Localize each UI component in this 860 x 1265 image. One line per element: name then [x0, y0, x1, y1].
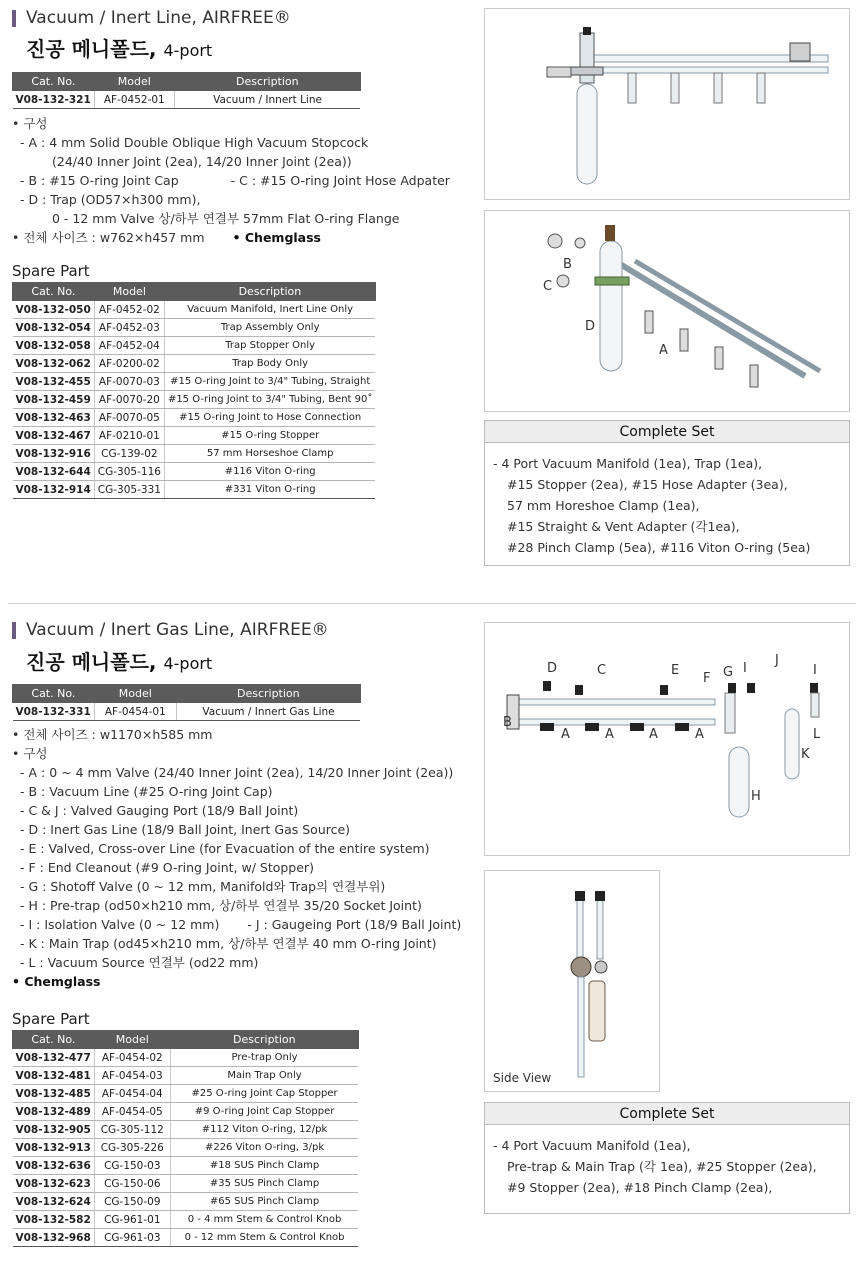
cell-cat-no: V08-132-058	[13, 337, 95, 355]
manifold-drawing-1	[485, 9, 851, 201]
table-row	[13, 373, 376, 391]
main-trap	[785, 709, 799, 779]
spec-item-c: - C : #15 O-ring Joint Hose Adpater	[230, 173, 450, 188]
table-row	[13, 703, 361, 721]
table-row	[13, 409, 376, 427]
cell-cat-no: V08-132-477	[13, 1049, 95, 1067]
cell-description: Pre-trap Only	[170, 1049, 358, 1067]
section2-spare-table	[12, 1030, 359, 1247]
cell-cat-no: V08-132-636	[13, 1157, 95, 1175]
cell-description: #65 SUS Pinch Clamp	[170, 1193, 358, 1211]
valve-knob	[575, 685, 583, 695]
cell-cat-no: V08-132-054	[13, 319, 95, 337]
spec-line	[12, 228, 450, 247]
spec-line: (24/40 Inner Joint (2ea), 14/20 Inner Joint (2ea))	[52, 154, 352, 169]
col-description: Description	[176, 685, 360, 703]
cell-model: CG-150-09	[94, 1193, 170, 1211]
cell-model: CG-305-331	[94, 481, 164, 499]
label-g: G	[723, 665, 734, 680]
table-row	[13, 301, 376, 319]
trap-body	[589, 981, 605, 1041]
gas-line-diagram	[484, 622, 850, 856]
cell-description: 0 - 12 mm Stem & Control Knob	[170, 1229, 358, 1247]
cell-cat-no: V08-132-623	[13, 1175, 95, 1193]
label-a: A	[561, 727, 570, 742]
table-row	[13, 1067, 359, 1085]
table-row	[13, 481, 376, 499]
section1-title-ko	[26, 33, 212, 62]
cell-description: 57 mm Horseshoe Clamp	[164, 445, 375, 463]
spec-line: - A : 4 mm Solid Double Oblique High Vacuum Stopcock	[20, 135, 369, 150]
section2-title-ko-text: 진공 메니폴드,	[26, 650, 157, 674]
cell-model: CG-150-06	[94, 1175, 170, 1193]
cell-description: #116 Viton O-ring	[164, 463, 375, 481]
cell-model: AF-0200-02	[94, 355, 164, 373]
section1-spec-list	[12, 114, 450, 247]
cell-model: AF-0210-01	[94, 427, 164, 445]
cell-model: CG-305-226	[94, 1139, 170, 1157]
cell-description: Trap Stopper Only	[164, 337, 375, 355]
stopcock	[595, 961, 607, 973]
spec-line: - K : Main Trap (od45×h210 mm, 상/하부 연결부 40 mm O-ring Joint)	[20, 936, 437, 951]
table-row	[13, 391, 376, 409]
cell-cat-no: V08-132-905	[13, 1121, 95, 1139]
cell-description: #35 SUS Pinch Clamp	[170, 1175, 358, 1193]
table-row	[13, 1175, 359, 1193]
manifold-tube	[615, 261, 805, 376]
cell-cat-no: V08-132-331	[13, 703, 95, 721]
section2-spare-title: Spare Part	[12, 1010, 90, 1028]
cell-model: AF-0070-05	[94, 409, 164, 427]
col-model: Model	[94, 685, 176, 703]
complete-set-line: #9 Stopper (2ea), #18 Pinch Clamp (2ea),	[507, 1180, 773, 1195]
cell-description: #15 O-ring Joint to Hose Connection	[164, 409, 375, 427]
cell-cat-no: V08-132-644	[13, 463, 95, 481]
spec-line: - G : Shotoff Valve (0 ~ 12 mm, Manifold와 Trap의 연결부위)	[20, 879, 386, 894]
cell-description: #226 Viton O-ring, 3/pk	[170, 1139, 358, 1157]
complete-set-title: Complete Set	[485, 1103, 849, 1125]
spec-line: - E : Valved, Cross-over Line (for Evacuation of the entire system)	[20, 841, 430, 856]
label-i: I	[813, 663, 817, 678]
label-b: B	[503, 715, 512, 730]
label-a: A	[649, 727, 658, 742]
cell-model: CG-961-01	[94, 1211, 170, 1229]
cell-description: Vacuum / Innert Line	[174, 91, 360, 109]
overall-size: • 전체 사이즈 : w762×h457 mm	[12, 230, 205, 245]
trap-clamp	[571, 67, 603, 75]
title-accent-bar	[12, 622, 16, 639]
complete-set-line: 57 mm Horeshoe Clamp (1ea),	[507, 498, 700, 513]
cell-cat-no: V08-132-485	[13, 1085, 95, 1103]
spec-line: • 구성	[12, 746, 48, 761]
complete-set-line: #15 Straight & Vent Adapter (각1ea),	[507, 519, 740, 534]
label-d: D	[547, 661, 558, 676]
stopcock	[715, 347, 723, 369]
valve-knob	[660, 685, 668, 695]
table-row	[13, 1193, 359, 1211]
cell-description: Trap Body Only	[164, 355, 375, 373]
table-row	[13, 91, 361, 109]
spec-line	[12, 171, 450, 190]
col-cat-no: Cat. No.	[13, 283, 95, 301]
cell-model: AF-0452-02	[94, 301, 164, 319]
valve-knob	[585, 723, 599, 731]
cell-cat-no: V08-132-062	[13, 355, 95, 373]
hose-adapter	[557, 275, 569, 287]
cell-cat-no: V08-132-582	[13, 1211, 95, 1229]
cell-model: CG-150-03	[94, 1157, 170, 1175]
cell-model: AF-0070-03	[94, 373, 164, 391]
manifold-tube	[580, 67, 828, 73]
spec-line: - C & J : Valved Gauging Port (18/9 Ball Joint)	[20, 803, 299, 818]
cell-model: CG-305-116	[94, 463, 164, 481]
cell-description: Vacuum / Innert Gas Line	[176, 703, 360, 721]
manifold-tube	[597, 899, 603, 959]
table-row	[13, 1139, 359, 1157]
section2-port-count: 4-port	[163, 654, 213, 673]
spec-line: • 구성	[12, 116, 48, 131]
spec-line: - A : 0 ~ 4 mm Valve (24/40 Inner Joint (2ea), 14/20 Inner Joint (2ea))	[20, 765, 454, 780]
section1-title	[12, 8, 291, 28]
title-accent-bar	[12, 10, 16, 27]
section1-title-en: Vacuum / Inert Line, AIRFREE®	[26, 8, 291, 28]
stopcock-knob	[571, 957, 591, 977]
complete-set-title: Complete Set	[485, 421, 849, 443]
cell-cat-no: V08-132-489	[13, 1103, 95, 1121]
cell-description: #25 O-ring Joint Cap Stopper	[170, 1085, 358, 1103]
label-a: A	[605, 727, 614, 742]
overall-size: • 전체 사이즈 : w1170×h585 mm	[12, 727, 213, 742]
section2-product-table	[12, 684, 361, 721]
table-row	[13, 337, 376, 355]
label-c: C	[543, 279, 553, 294]
cell-model: AF-0454-05	[94, 1103, 170, 1121]
valve-knob	[630, 723, 644, 731]
table-row	[13, 445, 376, 463]
complete-set-box-1	[484, 420, 850, 566]
manifold-drawing-2	[485, 211, 851, 413]
spec-line: - F : End Cleanout (#9 O-ring Joint, w/ Stopper)	[20, 860, 314, 875]
table-row	[13, 1211, 359, 1229]
stopcock	[750, 365, 758, 387]
section1-title-ko-text: 진공 메니폴드,	[26, 37, 157, 61]
side-view-label: Side View	[493, 1071, 552, 1085]
trap-stopper	[605, 225, 615, 241]
valve-knob	[728, 683, 736, 693]
complete-set-line: #28 Pinch Clamp (5ea), #116 Viton O-ring (5ea)	[507, 540, 811, 555]
label-i: I	[743, 661, 747, 676]
cell-description: #15 O-ring Stopper	[164, 427, 375, 445]
section1-product-table	[12, 72, 361, 109]
complete-set-line: #15 Stopper (2ea), #15 Hose Adapter (3ea),	[507, 477, 788, 492]
label-j: J	[775, 653, 779, 668]
spec-line: - B : Vacuum Line (#25 O-ring Joint Cap)	[20, 784, 273, 799]
cell-cat-no: V08-132-914	[13, 481, 95, 499]
stopcock	[645, 311, 653, 333]
brand-chemglass: • Chemglass	[12, 974, 101, 989]
col-model: Model	[94, 1031, 170, 1049]
label-h: H	[751, 789, 761, 804]
table-row	[13, 1049, 359, 1067]
shutoff-valve	[725, 693, 735, 733]
valve-knob	[540, 723, 554, 731]
section2-spec-list	[12, 725, 461, 991]
cell-cat-no: V08-132-455	[13, 373, 95, 391]
trap-clamp	[595, 277, 629, 285]
cell-model: AF-0452-01	[94, 91, 174, 109]
col-model: Model	[94, 283, 164, 301]
cell-cat-no: V08-132-916	[13, 445, 95, 463]
label-a: A	[659, 343, 668, 358]
table-row	[13, 355, 376, 373]
section-vacuum-inert-gas-line	[0, 612, 860, 1265]
section2-title-en: Vacuum / Inert Gas Line, AIRFREE®	[26, 620, 329, 640]
table-row	[13, 1157, 359, 1175]
trap-stopper	[583, 27, 591, 35]
stopcock	[628, 73, 636, 103]
cell-description: Main Trap Only	[170, 1067, 358, 1085]
isolation-valve	[811, 693, 819, 717]
manifold-photo-1	[484, 8, 850, 200]
manifold-labelled-diagram	[484, 210, 850, 412]
valve-knob	[595, 891, 605, 901]
cell-cat-no: V08-132-463	[13, 409, 95, 427]
cell-model: AF-0454-04	[94, 1085, 170, 1103]
cell-cat-no: V08-132-624	[13, 1193, 95, 1211]
manifold-tube	[577, 899, 583, 959]
spec-item-j: - J : Gaugeing Port (18/9 Ball Joint)	[247, 917, 462, 932]
complete-set-list	[485, 443, 849, 558]
stopcock	[714, 73, 722, 103]
table-row	[13, 1085, 359, 1103]
trap-body	[577, 84, 597, 184]
complete-set-line: - 4 Port Vacuum Manifold (1ea), Trap (1ea),	[493, 456, 763, 471]
spec-line: - D : Trap (OD57×h300 mm),	[20, 192, 201, 207]
valve-knob	[810, 683, 818, 693]
label-d: D	[585, 319, 596, 334]
valve-knob	[675, 723, 689, 731]
label-f: F	[703, 671, 711, 686]
cell-description: #112 Viton O-ring, 12/pk	[170, 1121, 358, 1139]
section-divider	[8, 603, 856, 604]
complete-set-list	[485, 1125, 849, 1198]
col-cat-no: Cat. No.	[13, 73, 95, 91]
label-b: B	[563, 257, 572, 272]
cell-description: #9 O-ring Joint Cap Stopper	[170, 1103, 358, 1121]
brand-chemglass: • Chemglass	[232, 230, 321, 245]
cell-cat-no: V08-132-968	[13, 1229, 95, 1247]
spec-line	[12, 915, 461, 934]
joint-cap	[548, 234, 562, 248]
table-row	[13, 1103, 359, 1121]
spec-line: - D : Inert Gas Line (18/9 Ball Joint, Inert Gas Source)	[20, 822, 351, 837]
cell-cat-no: V08-132-913	[13, 1139, 95, 1157]
pre-trap	[729, 747, 749, 817]
complete-set-line: Pre-trap & Main Trap (각 1ea), #25 Stopper (2ea),	[507, 1159, 817, 1174]
section1-spare-title: Spare Part	[12, 262, 90, 280]
valve-knob	[575, 891, 585, 901]
cell-model: AF-0454-02	[94, 1049, 170, 1067]
trap-body	[600, 241, 622, 371]
table-row	[13, 1229, 359, 1247]
cell-model: AF-0454-01	[94, 703, 176, 721]
col-cat-no: Cat. No.	[13, 1031, 95, 1049]
cell-cat-no: V08-132-321	[13, 91, 95, 109]
cell-description: 0 - 4 mm Stem & Control Knob	[170, 1211, 358, 1229]
label-c: C	[597, 663, 607, 678]
table-row	[13, 1121, 359, 1139]
section1-spare-table	[12, 282, 376, 499]
cell-description: #15 O-ring Joint to 3/4" Tubing, Straight	[164, 373, 375, 391]
valve-knob	[543, 681, 551, 691]
table-row	[13, 319, 376, 337]
stopcock	[680, 329, 688, 351]
side-view-drawing	[485, 871, 661, 1093]
hose-adapter	[547, 67, 571, 77]
side-view-diagram	[484, 870, 660, 1092]
cell-cat-no: V08-132-050	[13, 301, 95, 319]
section2-title	[12, 620, 329, 640]
cell-description: Trap Assembly Only	[164, 319, 375, 337]
cell-model: AF-0452-03	[94, 319, 164, 337]
col-description: Description	[164, 283, 375, 301]
cell-description: #18 SUS Pinch Clamp	[170, 1157, 358, 1175]
cell-model: CG-961-03	[94, 1229, 170, 1247]
end-valve	[790, 43, 810, 61]
manifold-tube	[515, 699, 715, 705]
section-vacuum-inert-line	[0, 0, 860, 600]
stopcock	[757, 73, 765, 103]
valve-knob	[747, 683, 755, 693]
section1-port-count: 4-port	[163, 41, 213, 60]
gas-line-drawing	[485, 623, 851, 857]
spec-item-b: - B : #15 O-ring Joint Cap	[20, 173, 179, 188]
label-e: E	[671, 663, 680, 678]
cell-model: AF-0070-20	[94, 391, 164, 409]
spec-item-i: - I : Isolation Valve (0 ~ 12 mm)	[20, 917, 220, 932]
cell-cat-no: V08-132-467	[13, 427, 95, 445]
cell-cat-no: V08-132-459	[13, 391, 95, 409]
cell-description: Vacuum Manifold, Inert Line Only	[164, 301, 375, 319]
table-row	[13, 427, 376, 445]
col-description: Description	[174, 73, 360, 91]
col-cat-no: Cat. No.	[13, 685, 95, 703]
col-description: Description	[170, 1031, 358, 1049]
label-a: A	[695, 727, 704, 742]
drain-tube	[578, 977, 584, 1077]
complete-set-line: - 4 Port Vacuum Manifold (1ea),	[493, 1138, 691, 1153]
cell-model: AF-0452-04	[94, 337, 164, 355]
cell-model: CG-305-112	[94, 1121, 170, 1139]
cell-description: #331 Viton O-ring	[164, 481, 375, 499]
section2-title-ko	[26, 646, 212, 675]
cell-cat-no: V08-132-481	[13, 1067, 95, 1085]
joint-cap	[575, 238, 585, 248]
spec-line: 0 - 12 mm Valve 상/하부 연결부 57mm Flat O-ring Flange	[52, 211, 400, 226]
cell-model: AF-0454-03	[94, 1067, 170, 1085]
spec-line: - H : Pre-trap (od50×h210 mm, 상/하부 연결부 35/20 Socket Joint)	[20, 898, 422, 913]
spec-line	[12, 972, 461, 991]
spec-line: - L : Vacuum Source 연결부 (od22 mm)	[20, 955, 259, 970]
stopcock	[671, 73, 679, 103]
col-model: Model	[94, 73, 174, 91]
label-k: K	[801, 747, 810, 762]
cell-description: #15 O-ring Joint to 3/4" Tubing, Bent 90˚	[164, 391, 375, 409]
table-row	[13, 463, 376, 481]
label-l: L	[813, 727, 821, 742]
complete-set-box-2	[484, 1102, 850, 1214]
cell-model: CG-139-02	[94, 445, 164, 463]
